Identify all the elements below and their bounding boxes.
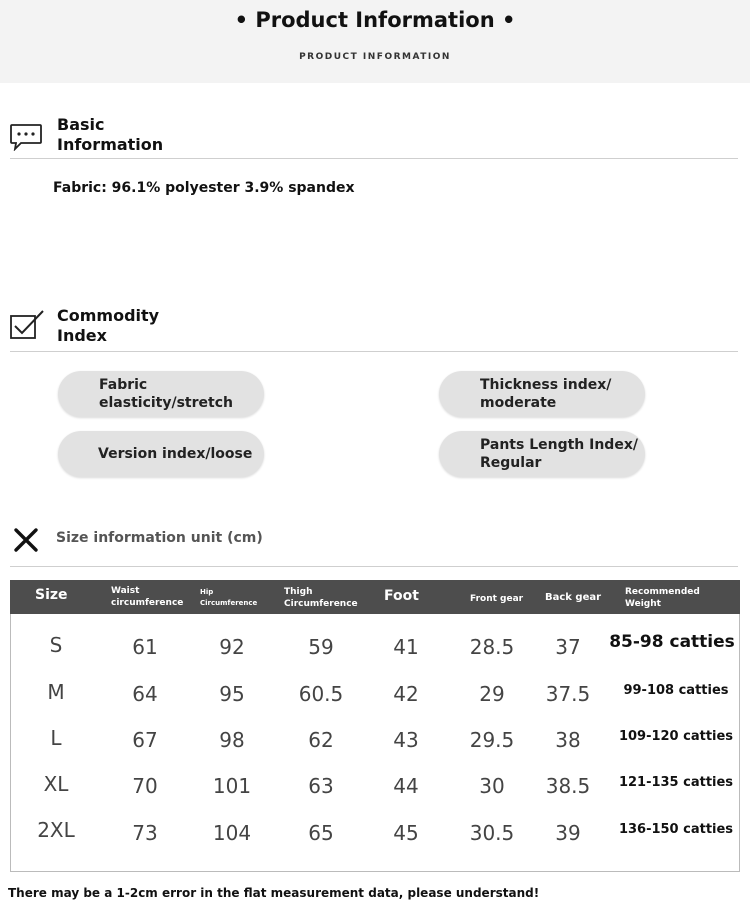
cell-waist: 64 [132, 682, 158, 706]
pill-line: Pants Length Index/ [480, 437, 638, 453]
header-text: Thigh [284, 587, 313, 597]
cell-back-gear: 39 [555, 821, 581, 845]
measurement-note: There may be a 1-2cm error in the flat measurement data, please understand! [8, 886, 540, 900]
cell-hip: 95 [219, 682, 245, 706]
chat-bubble-icon [9, 123, 43, 151]
cell-weight: 99-108 catties [623, 683, 729, 698]
basic-info-title [57, 115, 197, 155]
cell-front-gear: 29.5 [469, 728, 515, 752]
column-header-hip [200, 587, 257, 609]
version-index-pill [58, 431, 264, 477]
cell-foot: 41 [393, 635, 419, 659]
cell-foot: 42 [393, 682, 419, 706]
cell-front-gear: 30.5 [469, 821, 515, 845]
cross-icon [13, 527, 39, 553]
column-header-back-gear [545, 592, 601, 604]
stretch-index-pill [58, 371, 264, 417]
cell-thigh: 60.5 [298, 682, 344, 706]
header-text: Hip [200, 588, 214, 596]
commodity-index-title-line1: Commodity [57, 306, 160, 325]
column-header-waist [111, 585, 183, 609]
fabric-composition: Fabric: 96.1% polyester 3.9% spandex [53, 180, 355, 196]
cell-foot: 45 [393, 821, 419, 845]
pants-length-index-pill [439, 431, 645, 477]
basic-info-title-line1: Basic [57, 115, 105, 134]
header-text: Back gear [545, 592, 602, 603]
cell-thigh: 62 [308, 728, 334, 752]
cell-size: M [47, 680, 65, 704]
thickness-index-pill [439, 371, 645, 417]
header-text: Front gear [470, 594, 524, 604]
cell-back-gear: 38.5 [545, 774, 591, 798]
cell-foot: 44 [393, 774, 419, 798]
header-text: circumference [111, 598, 184, 608]
cell-weight: 109-120 catties [618, 729, 734, 744]
cell-waist: 61 [132, 635, 158, 659]
header-text: Size [35, 587, 68, 603]
cell-thigh: 63 [308, 774, 334, 798]
cell-weight: 85-98 catties [609, 632, 735, 652]
header-text: Waist [111, 586, 140, 596]
cell-foot: 43 [393, 728, 419, 752]
pill-line: Fabric elasticity/stretch [99, 377, 233, 411]
cell-weight: 121-135 catties [618, 775, 734, 790]
cell-back-gear: 37 [555, 635, 581, 659]
cell-front-gear: 28.5 [469, 635, 515, 659]
column-header-thigh [284, 586, 358, 610]
cell-waist: 73 [132, 821, 158, 845]
cell-waist: 67 [132, 728, 158, 752]
cell-size: XL [43, 772, 69, 796]
pill-line: moderate [480, 395, 557, 411]
header-text: Recommended [625, 587, 700, 597]
column-header-foot [384, 590, 419, 602]
cell-size: L [50, 726, 62, 750]
pill-line: Thickness index/ [480, 377, 612, 393]
cell-waist: 70 [132, 774, 158, 798]
cell-back-gear: 37.5 [545, 682, 591, 706]
commodity-index-title [57, 306, 197, 346]
cell-size: 2XL [37, 818, 75, 842]
cell-back-gear: 38 [555, 728, 581, 752]
cell-thigh: 65 [308, 821, 334, 845]
divider [10, 566, 738, 567]
header-text: Weight [625, 599, 661, 609]
cell-front-gear: 29 [479, 682, 505, 706]
checkbox-check-icon [9, 308, 45, 340]
cell-hip: 98 [219, 728, 245, 752]
pill-line: Version index/loose [98, 446, 253, 462]
cell-front-gear: 30 [479, 774, 505, 798]
header-text: Circumference [284, 599, 358, 609]
column-header-weight [625, 586, 700, 610]
header-text: Foot [384, 588, 419, 604]
column-header-size [35, 589, 68, 601]
page-title: • Product Information • [234, 8, 516, 32]
commodity-index-title-line2: Index [57, 326, 107, 345]
divider [10, 158, 738, 159]
cell-hip: 101 [212, 774, 252, 798]
pill-line: Regular [480, 455, 542, 471]
cell-hip: 104 [212, 821, 252, 845]
divider [10, 351, 738, 352]
cell-weight: 136-150 catties [618, 822, 734, 837]
cell-thigh: 59 [308, 635, 334, 659]
header-text: Circumference [200, 599, 258, 607]
column-header-front-gear [470, 593, 523, 605]
basic-info-title-line2: Information [57, 135, 164, 154]
cell-hip: 92 [219, 635, 245, 659]
size-info-heading: Size information unit (cm) [56, 530, 263, 546]
page-subtitle: PRODUCT INFORMATION [299, 52, 451, 62]
cell-size: S [49, 633, 63, 657]
